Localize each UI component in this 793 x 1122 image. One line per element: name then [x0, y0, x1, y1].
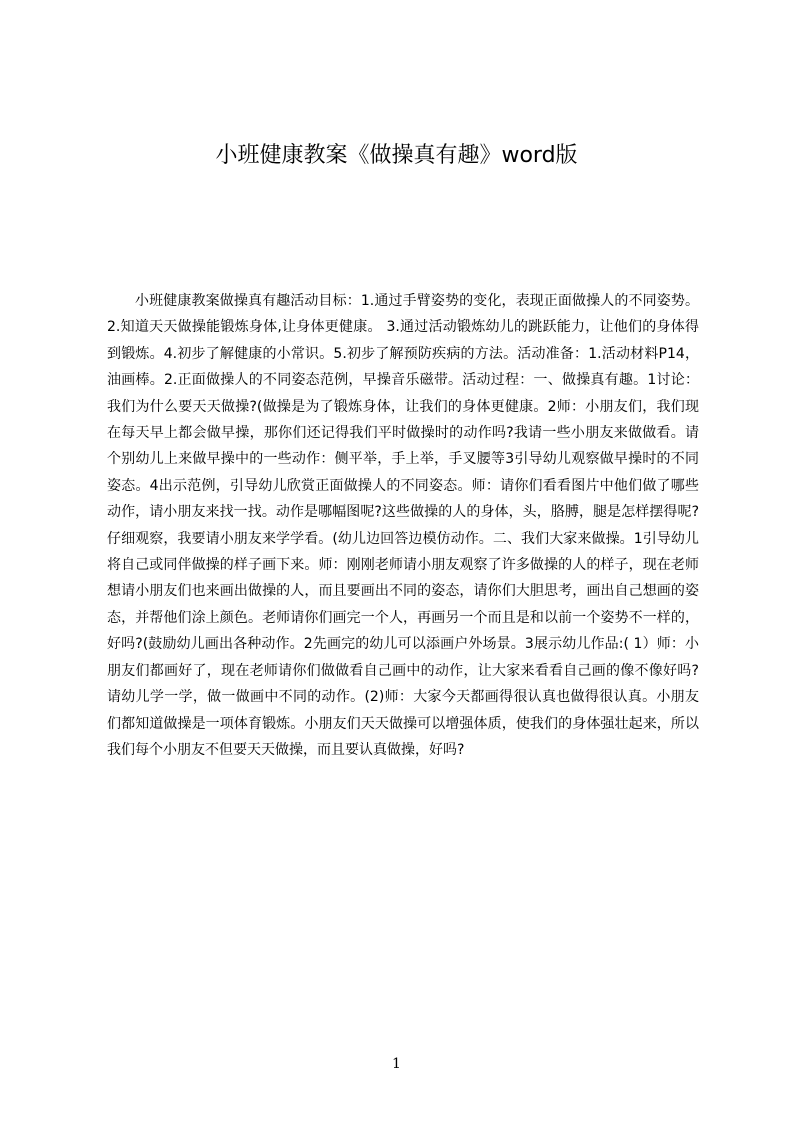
document-title: 小班健康教案《做操真有趣》word版 — [215, 143, 578, 168]
page-number: 1 — [392, 1056, 401, 1072]
document-body-paragraph: 小班健康教案做操真有趣活动目标：1.通过手臂姿势的变化，表现正面做操人的不同姿势。2.知道天天做操能锻炼身体,让身体更健康。 3.通过活动锻炼幼儿的跳跃能力，让他们的身体得到锻炼。4.初步了解健康的小常识。5.初步了解预防疾病的方法。活动准备：1.活动材料P14，油画棒。2.正面做操人的不同姿态范例，早操音乐磁带。活动过程：一、做操真有趣。1讨论：我们为什么要天天做操?(做操是为了锻炼身体，让我们的身体更健康。2师：小朋友们，我们现在每天早上都会做早操，那你们还记得我们平时做操时的动作吗?我请一些小朋友来做做看。请个别幼儿上来做早操中的一些动作：侧平举，手上举，手叉腰等3引导幼儿观察做早操时的不同姿态。4出示范例，引导幼儿欣赏正面做操人的不同姿态。师：请你们看看图片中他们做了哪些动作，请小朋友来找一找。动作是哪幅图呢?这些做操的人的身体，头，胳膊，腿是怎样摆得呢?仔细观察，我要请小朋友来学学看。(幼儿边回答边模仿动作。二、我们大家来做操。1引导幼儿将自己或同伴做操的样子画下来。师：刚刚老师请小朋友观察了许多做操的人的样子，现在老师想请小朋友们也来画出做操的人，而且要画出不同的姿态，请你们大胆思考，画出自己想画的姿态，并帮他们涂上颜色。老师请你们画完一个人，再画另一个而且是和以前一个姿势不一样的，好吗?(鼓励幼儿画出各种动作。2先画完的幼儿可以添画户外场景。3展示幼儿作品:( 1）师：小朋友们都画好了，现在老师请你们做做看自己画中的动作，让大家来看看自己画的像不像好吗?请幼儿学一学，做一做画中不同的动作。(2)师：大家今天都画得很认真也做得很认真。小朋友们都知道做操是一项体育锻炼。小朋友们天天做操可以增强体质，使我们的身体强壮起来，所以我们每个小朋友不但要天天做操，而且要认真做操，好吗? — [107, 293, 699, 758]
